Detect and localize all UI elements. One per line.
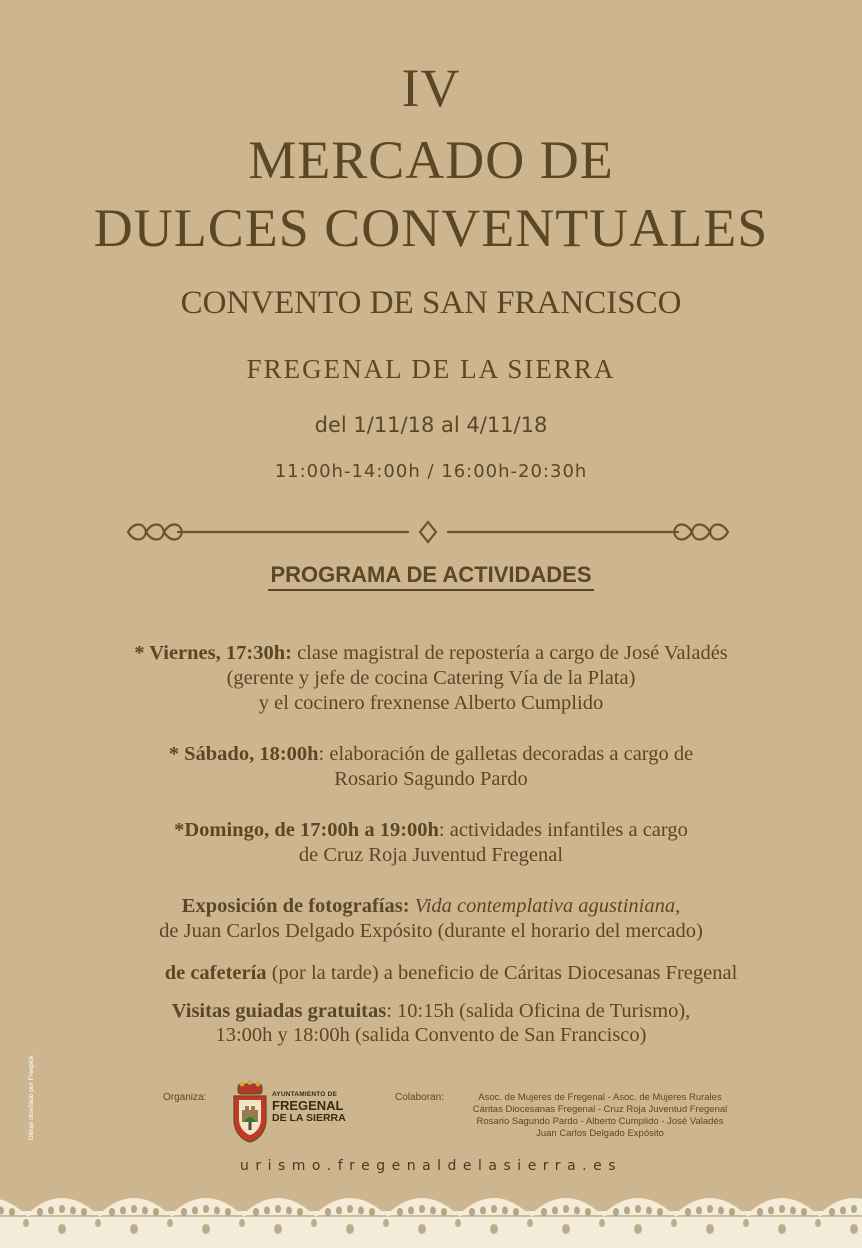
collaborator-line: Asoc. de Mujeres de Fregenal - Asoc. de Mujeres Rurales [478,1092,722,1103]
illustration-credit: Dibujo diseñado por Freepick [28,1055,35,1140]
town-hall-logo-text [272,1090,346,1124]
activity-text: y el cocinero frexnense Alberto Cumplido [258,692,604,714]
activity-text: (por la tarde) a beneficio de Cáritas Diocesanas Fregenal [266,962,738,984]
ayto-small: AYUNTAMIENTO DE [272,1091,337,1098]
lace-border-icon [0,1185,862,1248]
edition-number: IV [401,58,461,118]
organiza-label: Organiza: [163,1092,207,1103]
opening-hours: 11:00h-14:00h / 16:00h-20:30h [274,461,588,482]
activity-text: : elaboración de galletas decoradas a cargo de [318,743,694,765]
activity-text: Rosario Sagundo Pardo [334,768,528,790]
title-line-2: DULCES CONVENTUALES [93,198,769,258]
title-line-1: MERCADO DE [248,130,614,190]
ayto-big: FREGENAL [272,1098,344,1113]
activity-sunday [0,818,862,868]
activity-text: : 10:15h (salida Oficina de Turismo), [386,1000,691,1022]
collaborator-line: Juan Carlos Delgado Expósito [536,1128,664,1139]
town: FREGENAL DE LA SIERRA [246,354,616,384]
activity-text: 13:00h y 18:00h (salida Convento de San Francisco) [215,1024,647,1046]
activity-cafeteria [20,961,862,986]
program-heading-text: PROGRAMA DE ACTIVIDADES [268,562,593,591]
activity-guided-tours [0,999,862,1047]
collaborator-line: Cáritas Diocesanas Fregenal - Cruz Roja Juventud Fregenal [472,1104,728,1115]
activity-saturday [0,742,862,792]
activity-lead: * Sábado, 18:00h [168,743,319,765]
ayto-mid: DE LA SIERRA [272,1112,346,1124]
collaborators-list [455,1092,745,1140]
activity-text: clase magistral de repostería a cargo de José Valadés [291,642,728,664]
venue: CONVENTO DE SAN FRANCISCO [180,285,682,321]
activity-exhibition [0,894,862,944]
activity-friday [0,641,862,716]
dates: del 1/11/18 al 4/11/18 [314,413,548,437]
collaborator-line: Rosario Sagundo Pardo - Alberto Cumplido - José Valadés [476,1116,724,1127]
activity-lead: Exposición de fotografías: [181,895,410,917]
activity-text: de Cruz Roja Juventud Fregenal [298,844,564,866]
ornament-divider-icon [118,510,738,554]
activity-text: : actividades infantiles a cargo [438,819,688,841]
activity-text: de Juan Carlos Delgado Expósito (durante el horario del mercado) [159,920,703,942]
activity-lead: de cafetería [164,962,267,984]
website-url: urismo.fregenaldelasierra.es [239,1158,623,1174]
coat-of-arms-icon [230,1080,270,1144]
program-heading [0,560,862,590]
activity-lead: *Domingo, de 17:00h a 19:00h [174,819,439,841]
colaboran-label: Colaboran: [395,1092,444,1103]
activity-italic: Vida contemplativa agustiniana, [409,895,681,917]
activity-lead: Visitas guiadas gratuitas [171,1000,387,1022]
activity-lead: * Viernes, 17:30h: [134,642,292,664]
activity-text: (gerente y jefe de cocina Catering Vía de la Plata) [226,667,636,689]
